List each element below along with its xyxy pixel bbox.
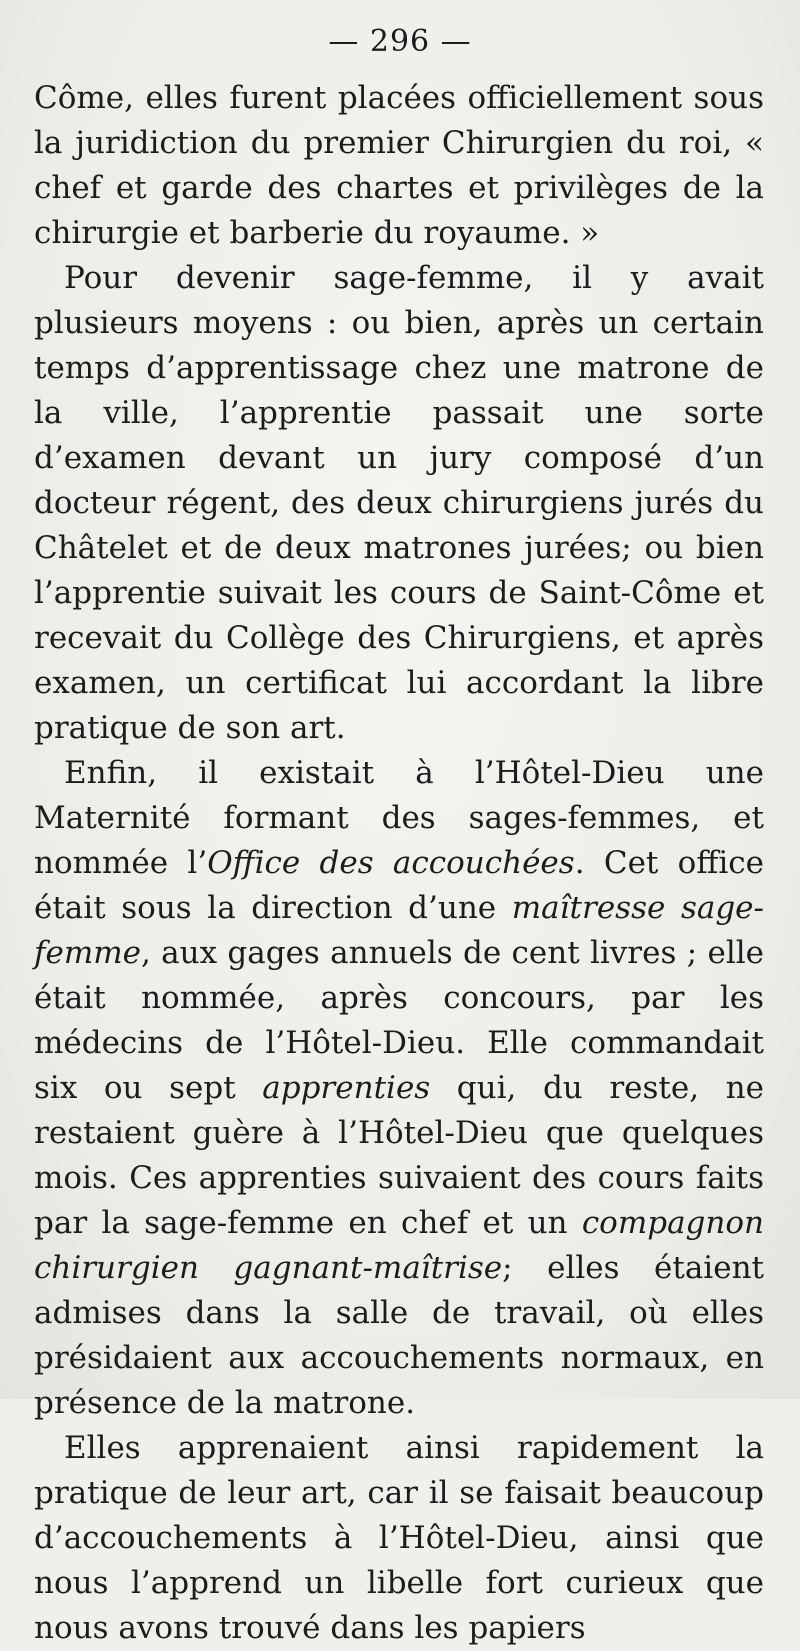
- paragraph: [34, 1426, 764, 1651]
- italic-text: compagnon chirurgien gagnant-maîtrise: [34, 1205, 764, 1286]
- paragraph: [34, 76, 764, 256]
- paragraph: [34, 751, 764, 1426]
- text-segment: qui, du reste, ne restaient guère à l’Hôtel-Dieu que quelques mois. Ces apprenties suivaient des cours faits par la sage-femme en chef et un: [34, 1070, 764, 1241]
- text-segment: . Cet office était sous la direction d’une: [34, 845, 764, 926]
- text-segment: Côme, elles furent placées officiellement sous la juridiction du premier Chirurgien du roi, « chef et garde des chartes et privilèges de la chirurgie et barberie du royaume. »: [34, 80, 764, 251]
- text-segment: , aux gages annuels de cent livres ; elle était nommée, après concours, par les médecins de l’Hôtel-Dieu. Elle commandait six ou sept: [34, 935, 764, 1106]
- italic-text: apprenties: [262, 1070, 431, 1106]
- text-segment: Elles apprenaient ainsi rapidement la pratique de leur art, car il se faisait beaucoup d’accouchements à l’Hôtel-Dieu, ainsi que nous l’apprend un libelle fort curieux que nous avons trouvé dans les papiers: [34, 1430, 764, 1646]
- text-segment: Pour devenir sage-femme, il y avait plusieurs moyens : ou bien, après un certain temps d’apprentissage chez une matrone de la ville, l’apprentie passait une sorte d’examen devant un jury composé d’un docteur régent, des deux chirurgiens jurés du Châtelet et de deux matrones jurées; ou bien l’apprentie suivait les cours de Saint-Côme et recevait du Collège des Chirurgiens, et après examen, un certificat lui accordant la libre pratique de son art.: [34, 260, 764, 746]
- italic-text: maîtresse sage-femme: [34, 890, 764, 971]
- text-segment: Enfin, il existait à l’Hôtel-Dieu une Maternité formant des sages-femmes, et nommée l’: [34, 755, 764, 881]
- paragraph: [34, 256, 764, 751]
- body-text: [34, 76, 764, 1651]
- italic-text: Office des accouchées: [207, 845, 575, 881]
- page-number: — 296 —: [328, 24, 472, 59]
- text-segment: ; elles étaient admises dans la salle de travail, où elles présidaient aux accouchements normaux, en présence de la matrone.: [34, 1250, 764, 1421]
